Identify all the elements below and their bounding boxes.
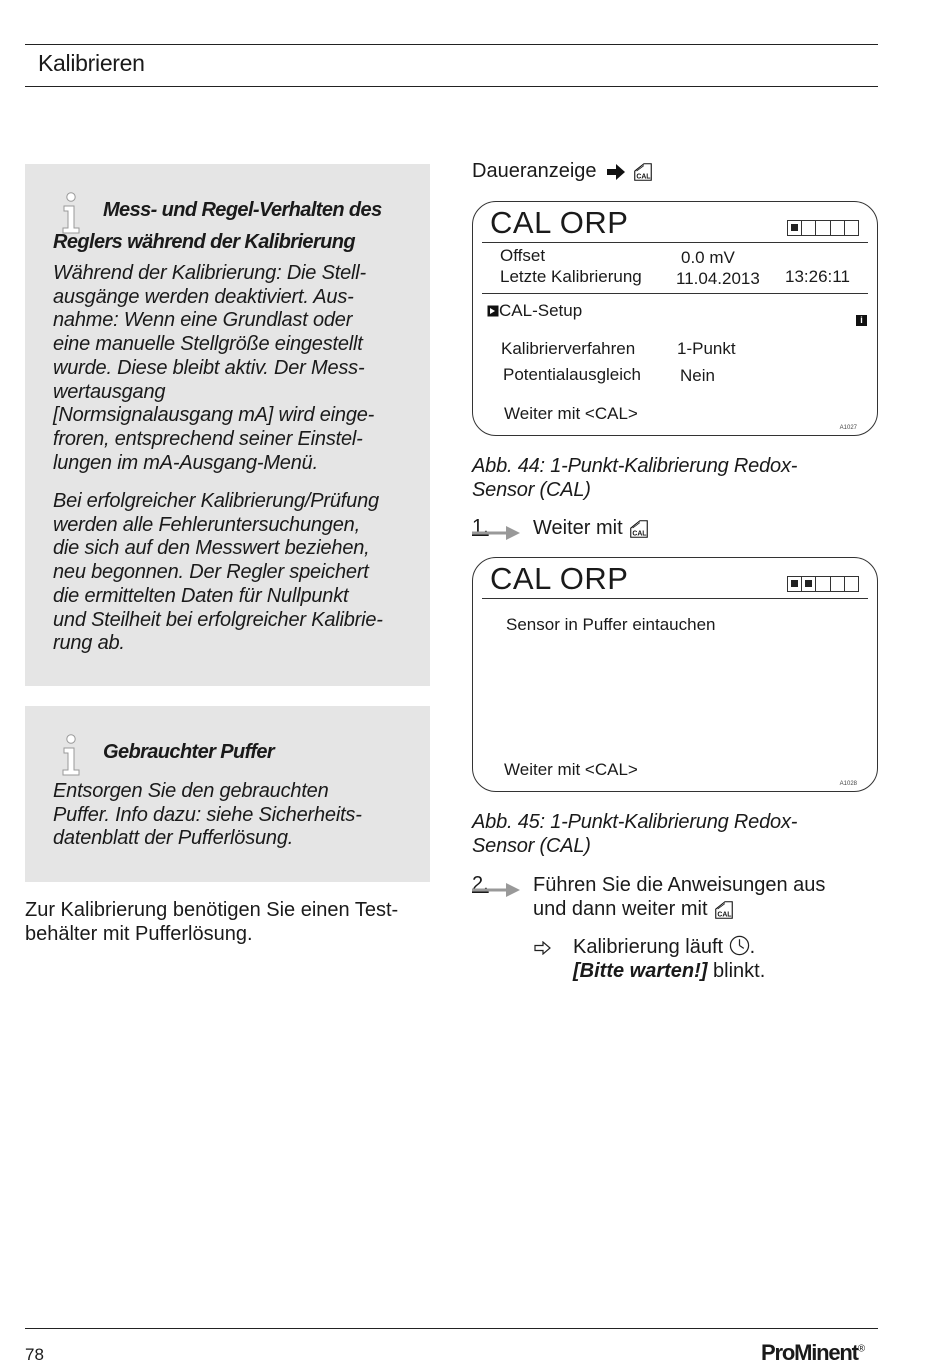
header-rule-top xyxy=(25,44,878,45)
potential-value: Nein xyxy=(680,366,715,385)
step-number: 1. xyxy=(472,516,489,538)
text-line: neu begonnen. Der Regler speichert xyxy=(53,561,369,584)
step-number: 2. xyxy=(472,873,489,895)
clock-icon xyxy=(729,935,750,956)
cal-setup-item[interactable] xyxy=(487,301,582,321)
figure-ref: A1028 xyxy=(839,781,857,787)
result-text xyxy=(573,935,765,983)
text-line: wertausgang xyxy=(53,380,166,403)
header-rule-bottom xyxy=(25,86,878,87)
progress-indicator xyxy=(787,576,859,592)
info-badge-icon: i xyxy=(856,315,867,326)
progress-cell xyxy=(816,221,830,235)
progress-cell xyxy=(816,577,830,591)
step-text xyxy=(533,516,650,540)
progress-cell xyxy=(788,221,802,235)
text-line: Führen Sie die Anweisungen aus xyxy=(533,874,826,896)
cal-key-icon xyxy=(632,161,654,183)
result-rest: blinkt. xyxy=(707,960,766,982)
progress-cell xyxy=(802,221,816,235)
divider xyxy=(482,293,868,294)
divider xyxy=(482,242,868,243)
step-arrow-icon xyxy=(472,882,522,898)
text-line: Während der Kalibrierung: Die Stell- xyxy=(53,262,366,284)
text-line: und Steilheit bei erfolgreicher Kalibrie- xyxy=(53,608,383,631)
text-line: die ermittelten Daten für Nullpunkt xyxy=(53,584,349,607)
progress-indicator xyxy=(787,220,859,236)
screen-title: CAL ORP xyxy=(490,205,629,240)
divider xyxy=(482,598,868,599)
offset-value: 0.0 mV xyxy=(681,248,735,267)
text-line: werden alle Fehleruntersuchungen, xyxy=(53,513,360,536)
brand-logo xyxy=(761,1340,864,1366)
footer-rule xyxy=(25,1328,878,1329)
body-paragraph xyxy=(25,898,398,946)
intro-line xyxy=(472,160,654,183)
section-title: Kalibrieren xyxy=(38,50,145,76)
text-line: Abb. 45: 1-Punkt-Kalibrierung Redox- xyxy=(472,811,798,833)
display-screen-cal-setup xyxy=(472,201,878,436)
last-calibration-label: Letzte Kalibrierung xyxy=(500,267,642,286)
step-text xyxy=(533,873,825,921)
last-calibration-date: 11.04.2013 xyxy=(676,269,760,288)
progress-cell xyxy=(845,221,858,235)
svg-text:CAL: CAL xyxy=(636,173,651,181)
method-label: Kalibrierverfahren xyxy=(501,339,636,358)
text-line: behälter mit Pufferlösung. xyxy=(25,923,253,945)
text-line: ausgänge werden deaktiviert. Aus- xyxy=(53,285,354,308)
result-arrow-icon xyxy=(534,941,552,955)
info-body-para1 xyxy=(53,262,374,475)
result-label: Kalibrierung läuft xyxy=(573,936,724,958)
text-line: [Normsignalausgang mA] wird einge- xyxy=(53,404,375,427)
text-line: lungen im mA-Ausgang-Menü. xyxy=(53,451,318,474)
figure-caption xyxy=(472,810,797,858)
text-line: eine manuelle Stellgröße eingestellt xyxy=(53,333,363,356)
text-line: Kalibrierung läuft . xyxy=(573,936,756,958)
svg-text:CAL: CAL xyxy=(717,911,732,919)
text-line xyxy=(533,897,825,921)
sensor-message: Sensor in Puffer eintauchen xyxy=(506,615,716,634)
info-title-line2: Reglers während der Kalibrierung xyxy=(53,231,355,253)
info-body-para2 xyxy=(53,490,383,656)
info-body xyxy=(53,780,362,851)
text-line: froren, entsprechend seiner Einstel- xyxy=(53,427,363,450)
cal-setup-label: CAL-Setup xyxy=(499,301,583,320)
text-line: Bei erfolgreicher Kalibrierung/Prüfung xyxy=(53,490,379,512)
svg-text:CAL: CAL xyxy=(632,530,647,538)
progress-cell xyxy=(802,577,816,591)
text-line: rung ab. xyxy=(53,632,125,655)
brand-minent: Minent xyxy=(794,1340,858,1365)
progress-cell xyxy=(845,577,858,591)
text-line: nahme: Wenn eine Grundlast oder xyxy=(53,309,353,332)
intro-text: Daueranzeige xyxy=(472,160,597,182)
info-box-used-buffer xyxy=(25,706,430,882)
step-arrow-icon xyxy=(472,525,522,541)
progress-cell xyxy=(788,577,802,591)
text-line: die sich auf den Messwert beziehen, xyxy=(53,537,370,560)
text-line: wurde. Diese bleibt aktiv. Der Mess- xyxy=(53,356,365,379)
offset-label: Offset xyxy=(500,246,546,265)
page-number: 78 xyxy=(25,1345,44,1364)
text-line: Puffer. Info dazu: siehe Sicherheits- xyxy=(53,803,362,826)
info-box-calibration-behaviour xyxy=(25,164,430,686)
potential-label: Potentialausgleich xyxy=(503,365,641,384)
screen-title: CAL ORP xyxy=(490,561,629,596)
last-calibration-time: 13:26:11 xyxy=(785,267,850,286)
continue-prompt: Weiter mit <CAL> xyxy=(504,404,638,423)
brand-registered: ® xyxy=(857,1343,864,1355)
progress-cell xyxy=(831,577,845,591)
brand-pro: Pro xyxy=(761,1340,795,1365)
figure-ref: A1027 xyxy=(839,425,857,431)
text-line xyxy=(573,959,765,983)
cal-key-icon xyxy=(628,518,650,540)
continue-prompt: Weiter mit <CAL> xyxy=(504,760,638,779)
step-label: Weiter mit xyxy=(533,517,623,539)
arrow-right-icon xyxy=(606,163,626,181)
info-icon xyxy=(59,734,83,776)
progress-cell xyxy=(831,221,845,235)
step-label: und dann weiter mit xyxy=(533,898,708,920)
method-value: 1-Punkt xyxy=(677,339,736,358)
info-title: Gebrauchter Puffer xyxy=(103,741,275,763)
submenu-arrow-icon xyxy=(487,305,499,317)
text-line: Sensor (CAL) xyxy=(472,835,591,857)
cal-key-icon xyxy=(713,899,735,921)
figure-caption xyxy=(472,454,797,502)
info-title-line1: Mess- und Regel-Verhalten des xyxy=(103,199,382,221)
text-line: Zur Kalibrierung benötigen Sie einen Test- xyxy=(25,899,399,921)
text-line: datenblatt der Pufferlösung. xyxy=(53,827,294,850)
text-line: Sensor (CAL) xyxy=(472,479,591,501)
display-screen-sensor-prompt xyxy=(472,557,878,792)
text-line: Entsorgen Sie den gebrauchten xyxy=(53,780,329,802)
result-blink-text: [Bitte warten!] xyxy=(573,960,708,982)
text-line: Abb. 44: 1-Punkt-Kalibrierung Redox- xyxy=(472,455,798,477)
